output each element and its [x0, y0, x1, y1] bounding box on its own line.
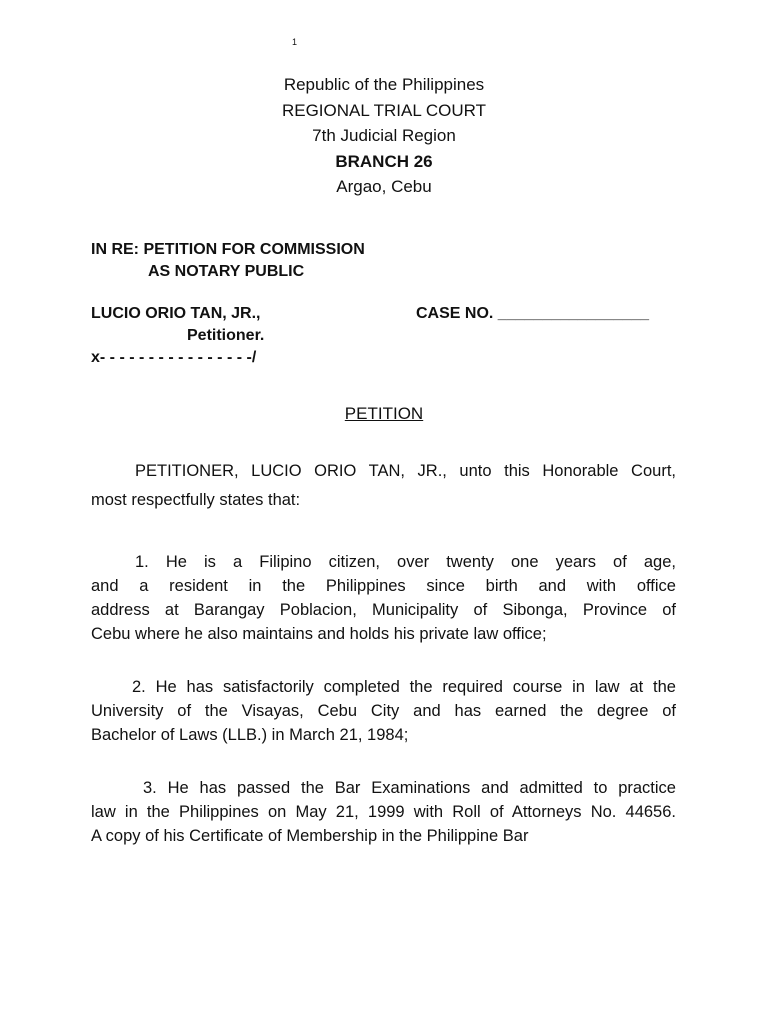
header-region: 7th Judicial Region	[312, 126, 456, 145]
header-location: Argao, Cebu	[336, 177, 432, 196]
intro-line: PETITIONER, LUCIO ORIO TAN, JR., unto this Honorable Court,	[135, 462, 676, 480]
paragraph-line: 3. He has passed the Bar Examinations and admitted to practice	[143, 779, 676, 797]
case-number: CASE NO. _________________	[416, 305, 650, 322]
court-header	[0, 72, 768, 200]
paragraph-line: Bachelor of Laws (LLB.) in March 21, 1984;	[91, 726, 409, 744]
paragraph-line: University of the Visayas, Cebu City and has earned the degree of	[91, 702, 676, 720]
header-court: REGIONAL TRIAL COURT	[281, 100, 487, 120]
intro-line: most respectfully states that:	[91, 491, 301, 509]
caption-separator: x- - - - - - - - - - - - - - - -/	[91, 349, 257, 366]
paragraph-2	[91, 675, 676, 747]
paragraph-line: 2. He has satisfactorily completed the required course in law at the	[132, 678, 676, 696]
petitioner-name: LUCIO ORIO TAN, JR.,	[91, 305, 261, 322]
header-branch: BRANCH 26	[335, 151, 433, 171]
paragraph-line: law in the Philippines on May 21, 1999 with Roll of Attorneys No. 44656.	[91, 803, 676, 821]
paragraph-line: 1. He is a Filipino citizen, over twenty one years of age,	[135, 553, 676, 571]
page-number: 1	[292, 37, 298, 47]
intro-paragraph-cont	[91, 488, 676, 512]
header-republic: Republic of the Philippines	[283, 75, 485, 94]
paragraph-line: Cebu where he also maintains and holds his private law office;	[91, 625, 547, 643]
in-re-line-1: IN RE: PETITION FOR COMMISSION	[91, 241, 365, 258]
paragraph-line: A copy of his Certificate of Membership in the Philippine Bar	[91, 827, 529, 845]
document-title: PETITION	[344, 404, 424, 423]
petitioner-role: Petitioner.	[187, 327, 265, 344]
in-re-line-2: AS NOTARY PUBLIC	[148, 263, 305, 280]
paragraph-line: address at Barangay Poblacion, Municipality of Sibonga, Province of	[91, 601, 676, 619]
intro-paragraph	[91, 459, 676, 483]
paragraph-line: and a resident in the Philippines since birth and with office	[91, 577, 676, 595]
paragraph-1	[91, 550, 676, 646]
paragraph-3	[91, 776, 676, 848]
